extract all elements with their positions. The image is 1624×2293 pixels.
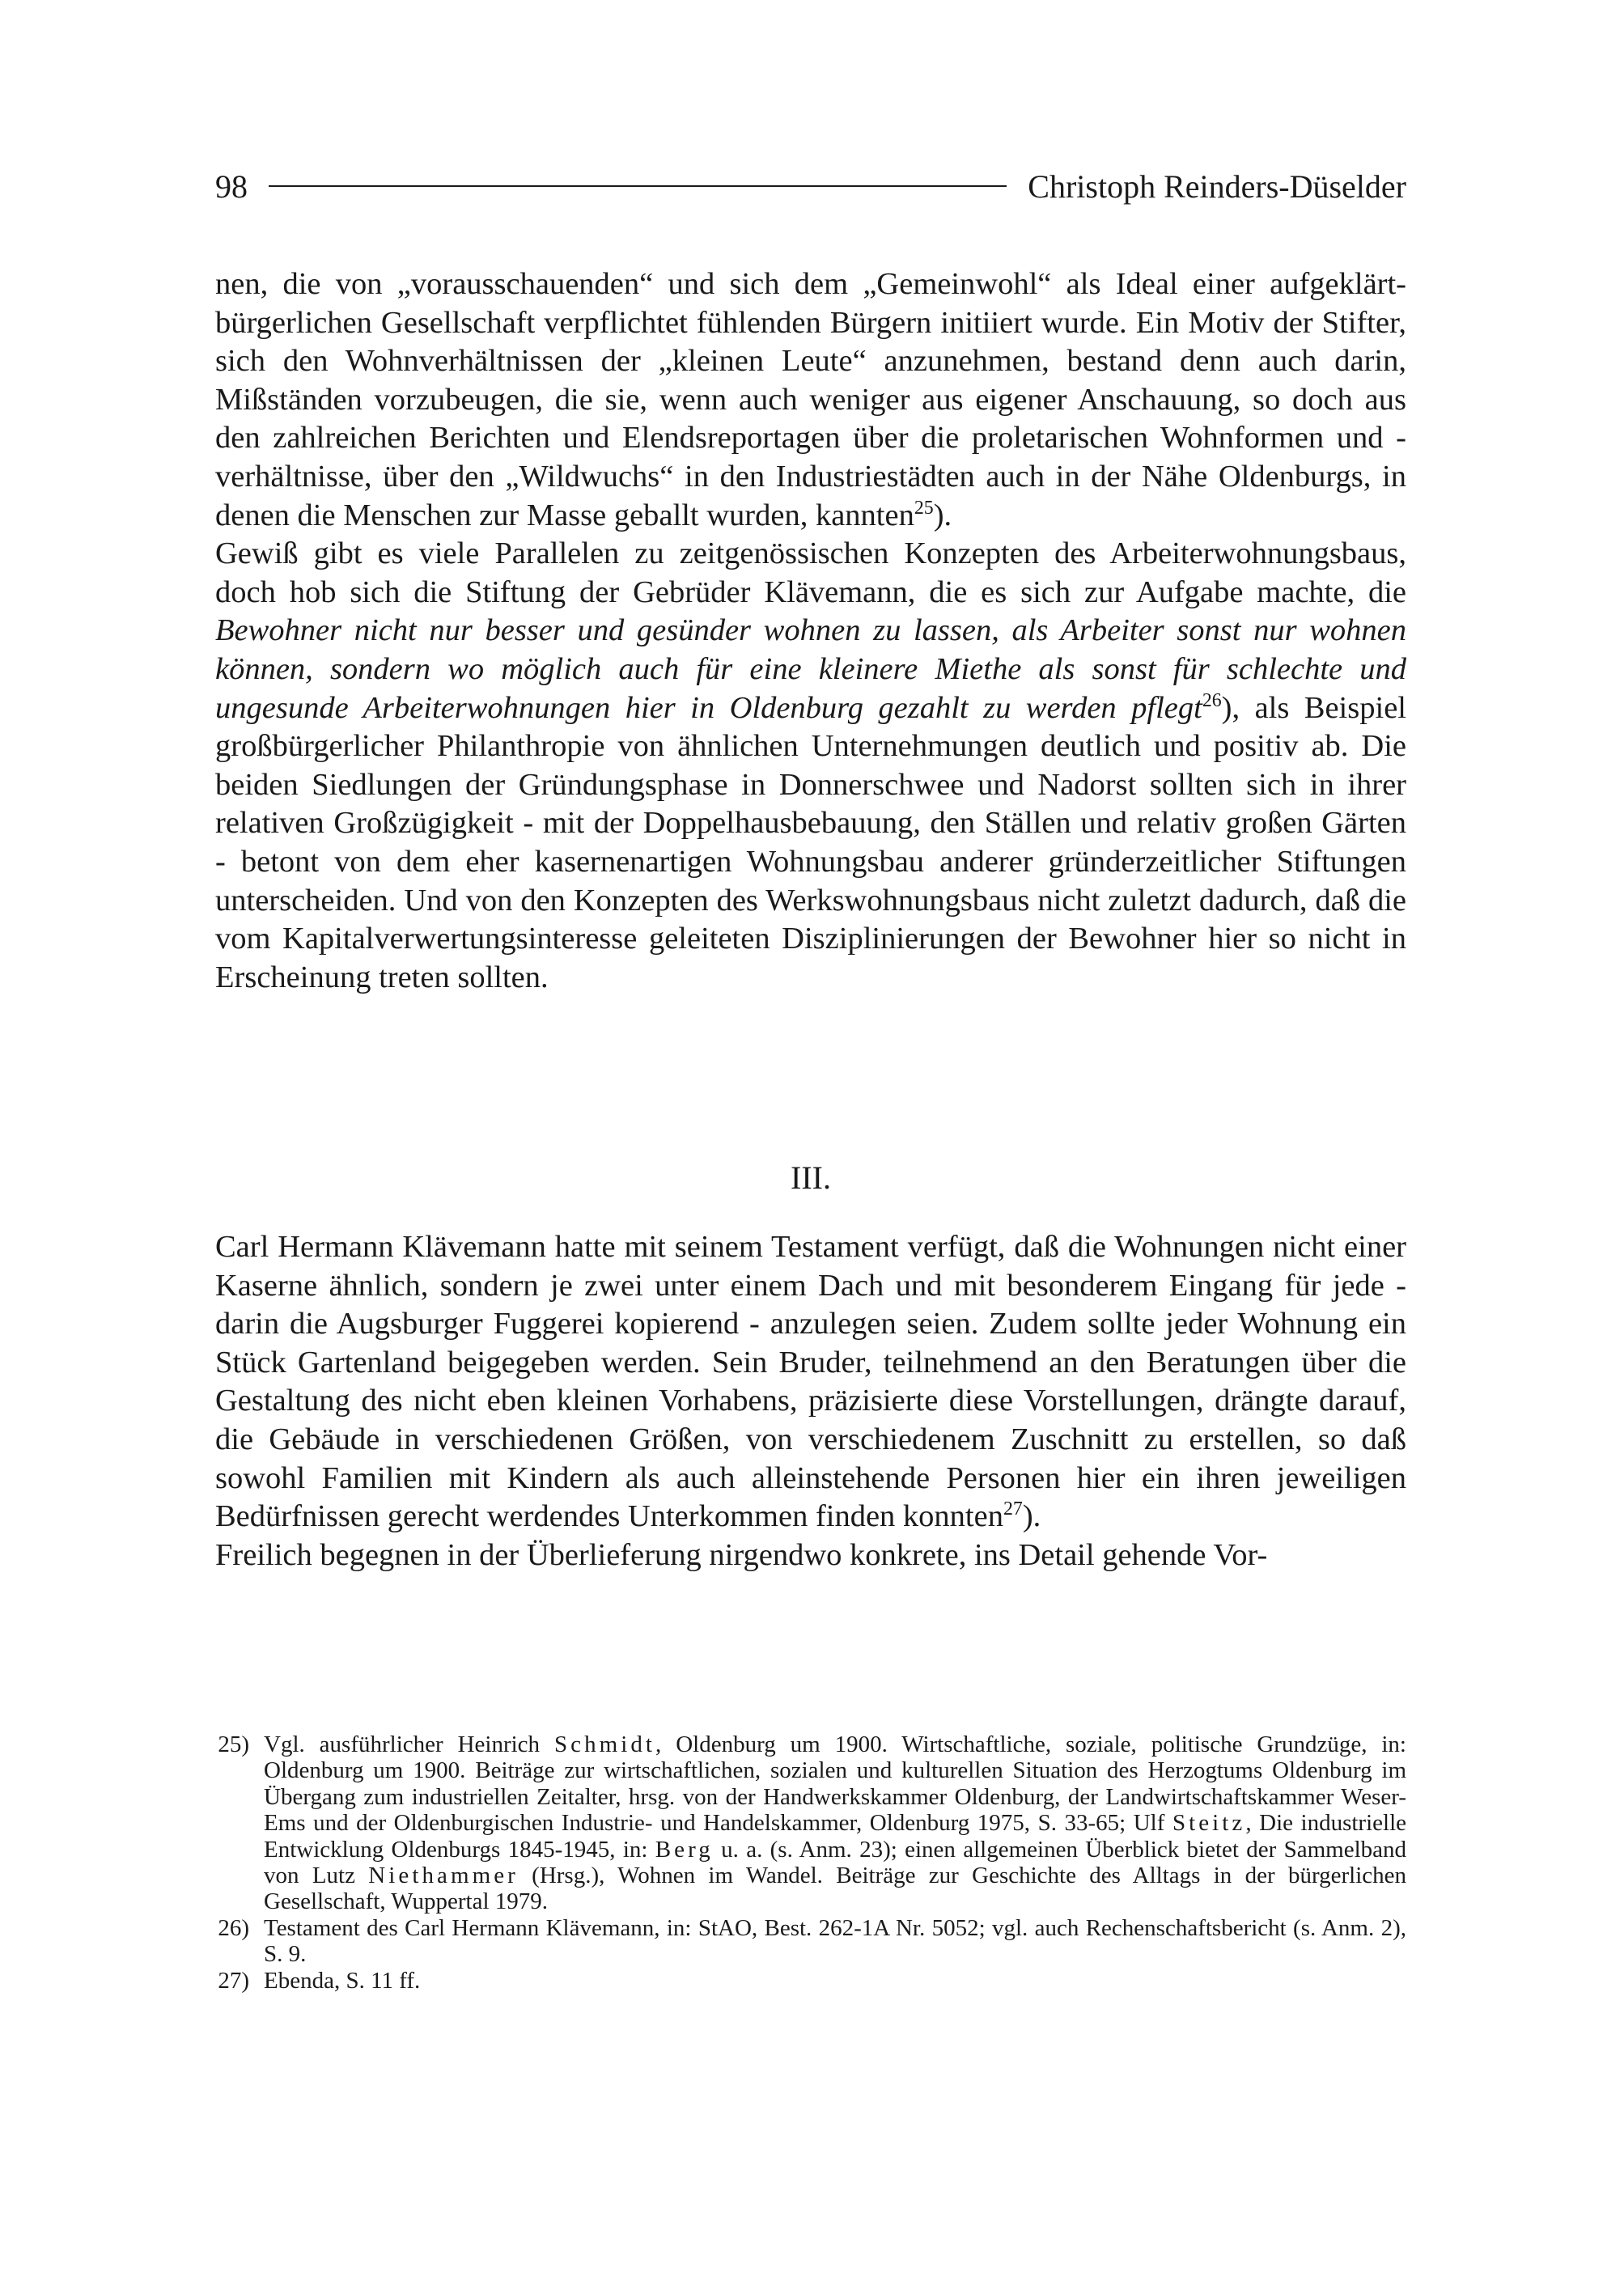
footnote-ref-25[interactable]: 25 (914, 497, 934, 519)
body-text-block-2 (215, 1228, 1406, 1575)
footnote-ref-26[interactable]: 26 (1202, 689, 1222, 711)
paragraph: Freilich begegnen in der Überlieferung nirgendwo konkrete, ins Detail gehende Vor- (215, 1537, 1268, 1572)
running-head (215, 162, 1406, 210)
paragraph (215, 265, 1406, 535)
paragraph-text: Gewiß gibt es viele Parallelen zu zeitgenössischen Konzepten des Arbeiterwohnungsbaus, doch hob sich die Stiftung der Gebrüder Klävemann, die es sich zur Aufgabe machte, die (215, 536, 1406, 609)
footnote-25 (215, 1731, 1406, 1915)
footnote-text: Ebenda, S. 11 ff. (264, 1967, 421, 1994)
footnote-text-part: u. a. (s. Anm. 23); einen allgemeinen Überblick bietet der Sammelband von Lutz (264, 1836, 1406, 1889)
footnote-text-part: (Hrsg.), Wohnen im Wandel. Beiträge zur Geschichte des Alltags in der bürgerlichen Gesellschaft, Wuppertal 1979. (264, 1863, 1406, 1915)
body-text-block-1 (215, 265, 1406, 997)
footnote-number: 27) (218, 1967, 249, 1994)
paragraph (215, 535, 1406, 997)
running-head-author: Christoph Reinders-Düselder (1028, 167, 1406, 205)
footnote-ref-27[interactable]: 27 (1003, 1498, 1023, 1520)
page-number: 98 (215, 167, 248, 205)
quoted-testament-text: Bewohner nicht nur besser und gesünder wohnen zu lassen, als Arbeiter sonst nur wohnen können, sondern wo möglich auch für eine kleinere Miethe als sonst für schlechte und ungesunde Arbeiterwohnungen hier in Oldenburg gezahlt zu werden pflegt (215, 613, 1406, 725)
section-heading: III. (791, 1159, 831, 1196)
paragraph-text: nen, die von „vorausschauenden“ und sich dem „Gemeinwohl“ als Ideal einer aufgeklärt-bürgerlichen Gesellschaft verpflichtet fühlenden Bürgern initiiert wurde. Ein Motiv der Stifter, sich den Wohnverhältnissen der „kleinen Leute“ anzunehmen, bestand denn auch darin, Mißständen vorzubeugen, die sie, wenn auch weniger aus eigener Anschauung, so doch aus den zahlreichen Berichten und Elendsreportagen über die proletarischen Wohnformen und -verhältnisse, über den „Wildwuchs“ in den Industriestädten auch in der Nähe Oldenburgs, in denen die Menschen zur Masse geballt wurden, kannten (215, 267, 1406, 532)
author-name: Steitz (1172, 1810, 1246, 1837)
paragraph-text: Carl Hermann Klävemann hatte mit seinem Testament verfügt, daß die Wohnungen nicht einer Kaserne ähnlich, sondern je zwei unter einem Dach und mit besonderem Eingang für jede - darin die Augsburger Fuggerei kopierend - anzulegen seien. Zudem sollte jeder Wohnung ein Stück Gartenland beigegeben werden. Sein Bruder, teilnehmend an den Beratungen über die Gestaltung des nicht eben kleinen Vorhabens, präzisierte diese Vorstellungen, drängte darauf, die Gebäude in verschiedenen Größen, von verschiedenem Zuschnitt zu erstellen, so daß sowohl Familien mit Kindern als auch alleinstehende Personen hier ein ihren jeweiligen Bedürfnissen gerecht werdendes Unterkommen finden konnten (215, 1230, 1406, 1534)
footnote-26 (215, 1915, 1406, 1968)
footnote-text-part: , Oldenburg um 1900. Wirtschaftliche, soziale, politische Grundzüge, in: Oldenburg um 1900. Beiträge zur wirtschaftlichen, sozialen und kulturellen Situation des Herzogtums Oldenburg im Übergang zum industriellen Zeitalter, hrsg. von der Handwerkskammer Oldenburg, der Landwirtschaftskammer Weser-Ems und der Oldenburgischen Industrie- und Handelskammer, Oldenburg 1975, S. 33-65; Ulf (264, 1731, 1406, 1837)
paragraph-text-end: ), als Beispiel großbürgerlicher Philanthropie von ähnlichen Unternehmungen deutlich und positiv ab. Die beiden Siedlungen der Gründungsphase in Donnerschwee und Nadorst sollten sich in ihrer relativen Großzügigkeit - mit der Doppelhausbebauung, den Ställen und relativ großen Gärten - betont von dem eher kasernenartigen Wohnungsbau anderer gründerzeitlicher Stiftungen unterscheiden. Und von den Konzepten des Werkswohnungsbaus nicht zuletzt dadurch, daß die vom Kapitalverwertungsinteresse geleiteten Disziplinierungen der Bewohner hier so nicht in Erscheinung treten sollten. (215, 690, 1406, 994)
footnote-text-part: , Die industrielle Entwicklung Oldenburgs 1845-1945, in: (264, 1810, 1406, 1863)
footnote-text: Testament des Carl Hermann Klävemann, in: StAO, Best. 262-1A Nr. 5052; vgl. auch Rechenschaftsbericht (s. Anm. 2), S. 9. (264, 1914, 1406, 1968)
paragraph (215, 1228, 1406, 1536)
header-rule (269, 185, 1007, 187)
author-name: Berg (655, 1836, 714, 1863)
paragraph-text-end: ). (1022, 1499, 1041, 1534)
footnote-27 (215, 1968, 1406, 1994)
author-name: Niethammer (368, 1863, 519, 1889)
author-name: Schmidt (553, 1731, 656, 1757)
footnote-text-part: Vgl. ausführlicher Heinrich (264, 1731, 554, 1757)
footnotes (215, 1731, 1406, 1994)
paragraph-text-end: ). (933, 498, 952, 532)
footnote-text (264, 1731, 1406, 1915)
footnote-number: 26) (218, 1914, 249, 1941)
footnote-number: 25) (218, 1731, 249, 1757)
